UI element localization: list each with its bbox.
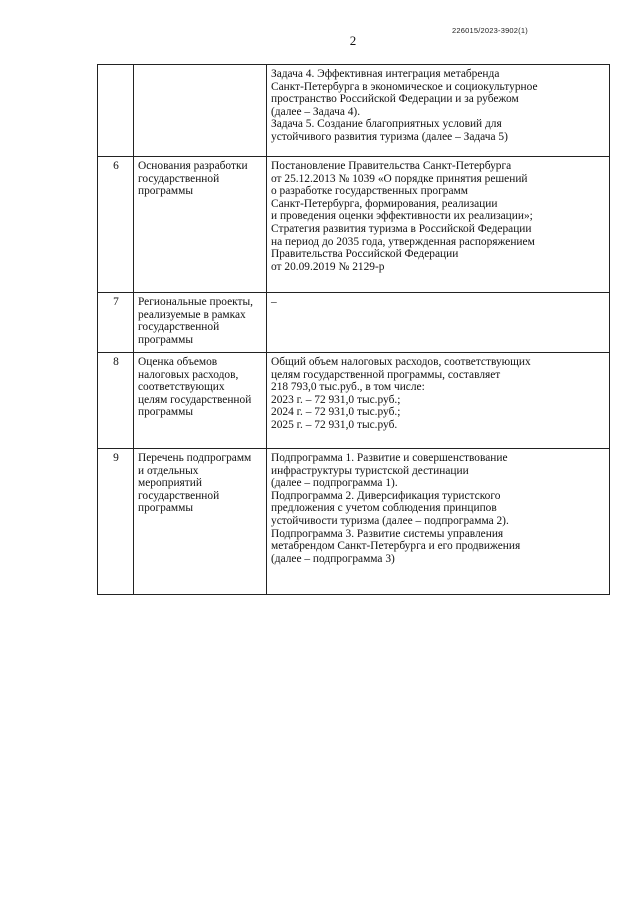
row-value-line: Санкт-Петербурга в экономическое и социокультурное <box>271 80 538 93</box>
row-label-line: Региональные проекты, <box>138 296 254 308</box>
page-number: 2 <box>349 33 357 48</box>
row-value-line: целям государственной программы, составляет <box>271 368 501 381</box>
row-value-cell <box>267 157 610 293</box>
program-passport-table <box>97 64 610 595</box>
row-label-cell <box>134 293 267 353</box>
row-value-line: Задача 4. Эффективная интеграция метабренда <box>271 68 500 80</box>
row-value-line: (далее – подпрограмма 3) <box>271 552 395 565</box>
row-label-line: Оценка объемов <box>138 356 218 368</box>
row-value-line: Подпрограмма 1. Развитие и совершенствование <box>271 452 508 464</box>
row-number <box>98 65 134 157</box>
row-value-cell <box>267 293 610 353</box>
row-value-line: (далее – подпрограмма 1). <box>271 477 398 490</box>
row-label-line: целям государственной <box>138 393 252 406</box>
row-value-line: и проведения оценки эффективности их реализации»; <box>271 210 533 223</box>
row-label-line: программы <box>138 502 193 515</box>
row-number: 6 <box>98 157 134 293</box>
row-label-line: государственной <box>138 172 220 185</box>
row-label-cell <box>134 449 267 595</box>
table-row <box>98 293 610 353</box>
row-value-line: Подпрограмма 2. Диверсификация туристского <box>271 489 501 502</box>
row-label-line: программы <box>138 406 193 419</box>
row-label-line: программы <box>138 333 193 346</box>
row-value-line: на период до 2035 года, утвержденная распоряжением <box>271 235 535 248</box>
row-value-cell <box>267 449 610 595</box>
row-label-line: мероприятий <box>138 477 202 490</box>
row-value-line: Правительства Российской Федерации <box>271 248 459 261</box>
row-value-line: – <box>271 296 277 308</box>
row-value-line: Стратегия развития туризма в Российской Федерации <box>271 222 532 235</box>
row-label-line: налоговых расходов, <box>138 368 239 381</box>
row-value-cell <box>267 65 610 157</box>
row-label-line: Перечень подпрограмм <box>138 452 252 464</box>
row-label-cell <box>134 65 267 157</box>
row-value-line: 2023 г. – 72 931,0 тыс.руб.; <box>271 393 401 406</box>
row-value-cell <box>267 353 610 449</box>
row-label-cell <box>134 157 267 293</box>
row-value-line: устойчивого развития туризма (далее – Задача 5) <box>271 130 508 143</box>
table-row <box>98 65 610 157</box>
row-value-line: 218 793,0 тыс.руб., в том числе: <box>271 381 425 394</box>
row-value-line: пространство Российской Федерации и за рубежом <box>271 93 519 106</box>
row-label-line: государственной <box>138 489 220 502</box>
row-value-line: Постановление Правительства Санкт-Петербурга <box>271 160 512 172</box>
row-label-line: и отдельных <box>138 464 199 477</box>
row-label-line: программы <box>138 185 193 198</box>
row-label-line: Основания разработки <box>138 160 248 172</box>
row-value-line: 2024 г. – 72 931,0 тыс.руб.; <box>271 406 401 419</box>
row-label-cell <box>134 353 267 449</box>
table-row <box>98 353 610 449</box>
row-label-line: реализуемые в рамках <box>138 308 246 321</box>
row-value-line: (далее – Задача 4). <box>271 105 361 118</box>
row-value-line: предложения с учетом соблюдения принципов <box>271 502 497 515</box>
row-value-line: Подпрограмма 3. Развитие системы управления <box>271 527 504 540</box>
document-id: 226015/2023-3902(1) <box>452 26 528 35</box>
row-value-line: Санкт-Петербурга, формирования, реализации <box>271 197 498 210</box>
row-label-line: соответствующих <box>138 381 225 394</box>
row-value-line: от 25.12.2013 № 1039 «О порядке принятия решений <box>271 172 528 185</box>
row-label-line: государственной <box>138 321 220 334</box>
row-value-line: от 20.09.2019 № 2129-р <box>271 260 385 273</box>
row-number: 8 <box>98 353 134 449</box>
table-row <box>98 157 610 293</box>
row-number: 7 <box>98 293 134 353</box>
row-value-line: устойчивости туризма (далее – подпрограмма 2). <box>271 514 509 527</box>
row-value-line: Общий объем налоговых расходов, соответствующих <box>271 356 531 368</box>
row-value-line: Задача 5. Создание благоприятных условий для <box>271 118 502 131</box>
row-value-line: метабрендом Санкт-Петербурга и его продвижения <box>271 540 521 553</box>
row-value-line: инфраструктуры туристской дестинации <box>271 464 469 477</box>
row-value-line: о разработке государственных программ <box>271 185 468 198</box>
row-number: 9 <box>98 449 134 595</box>
row-value-line: 2025 г. – 72 931,0 тыс.руб. <box>271 418 398 431</box>
table-row <box>98 449 610 595</box>
